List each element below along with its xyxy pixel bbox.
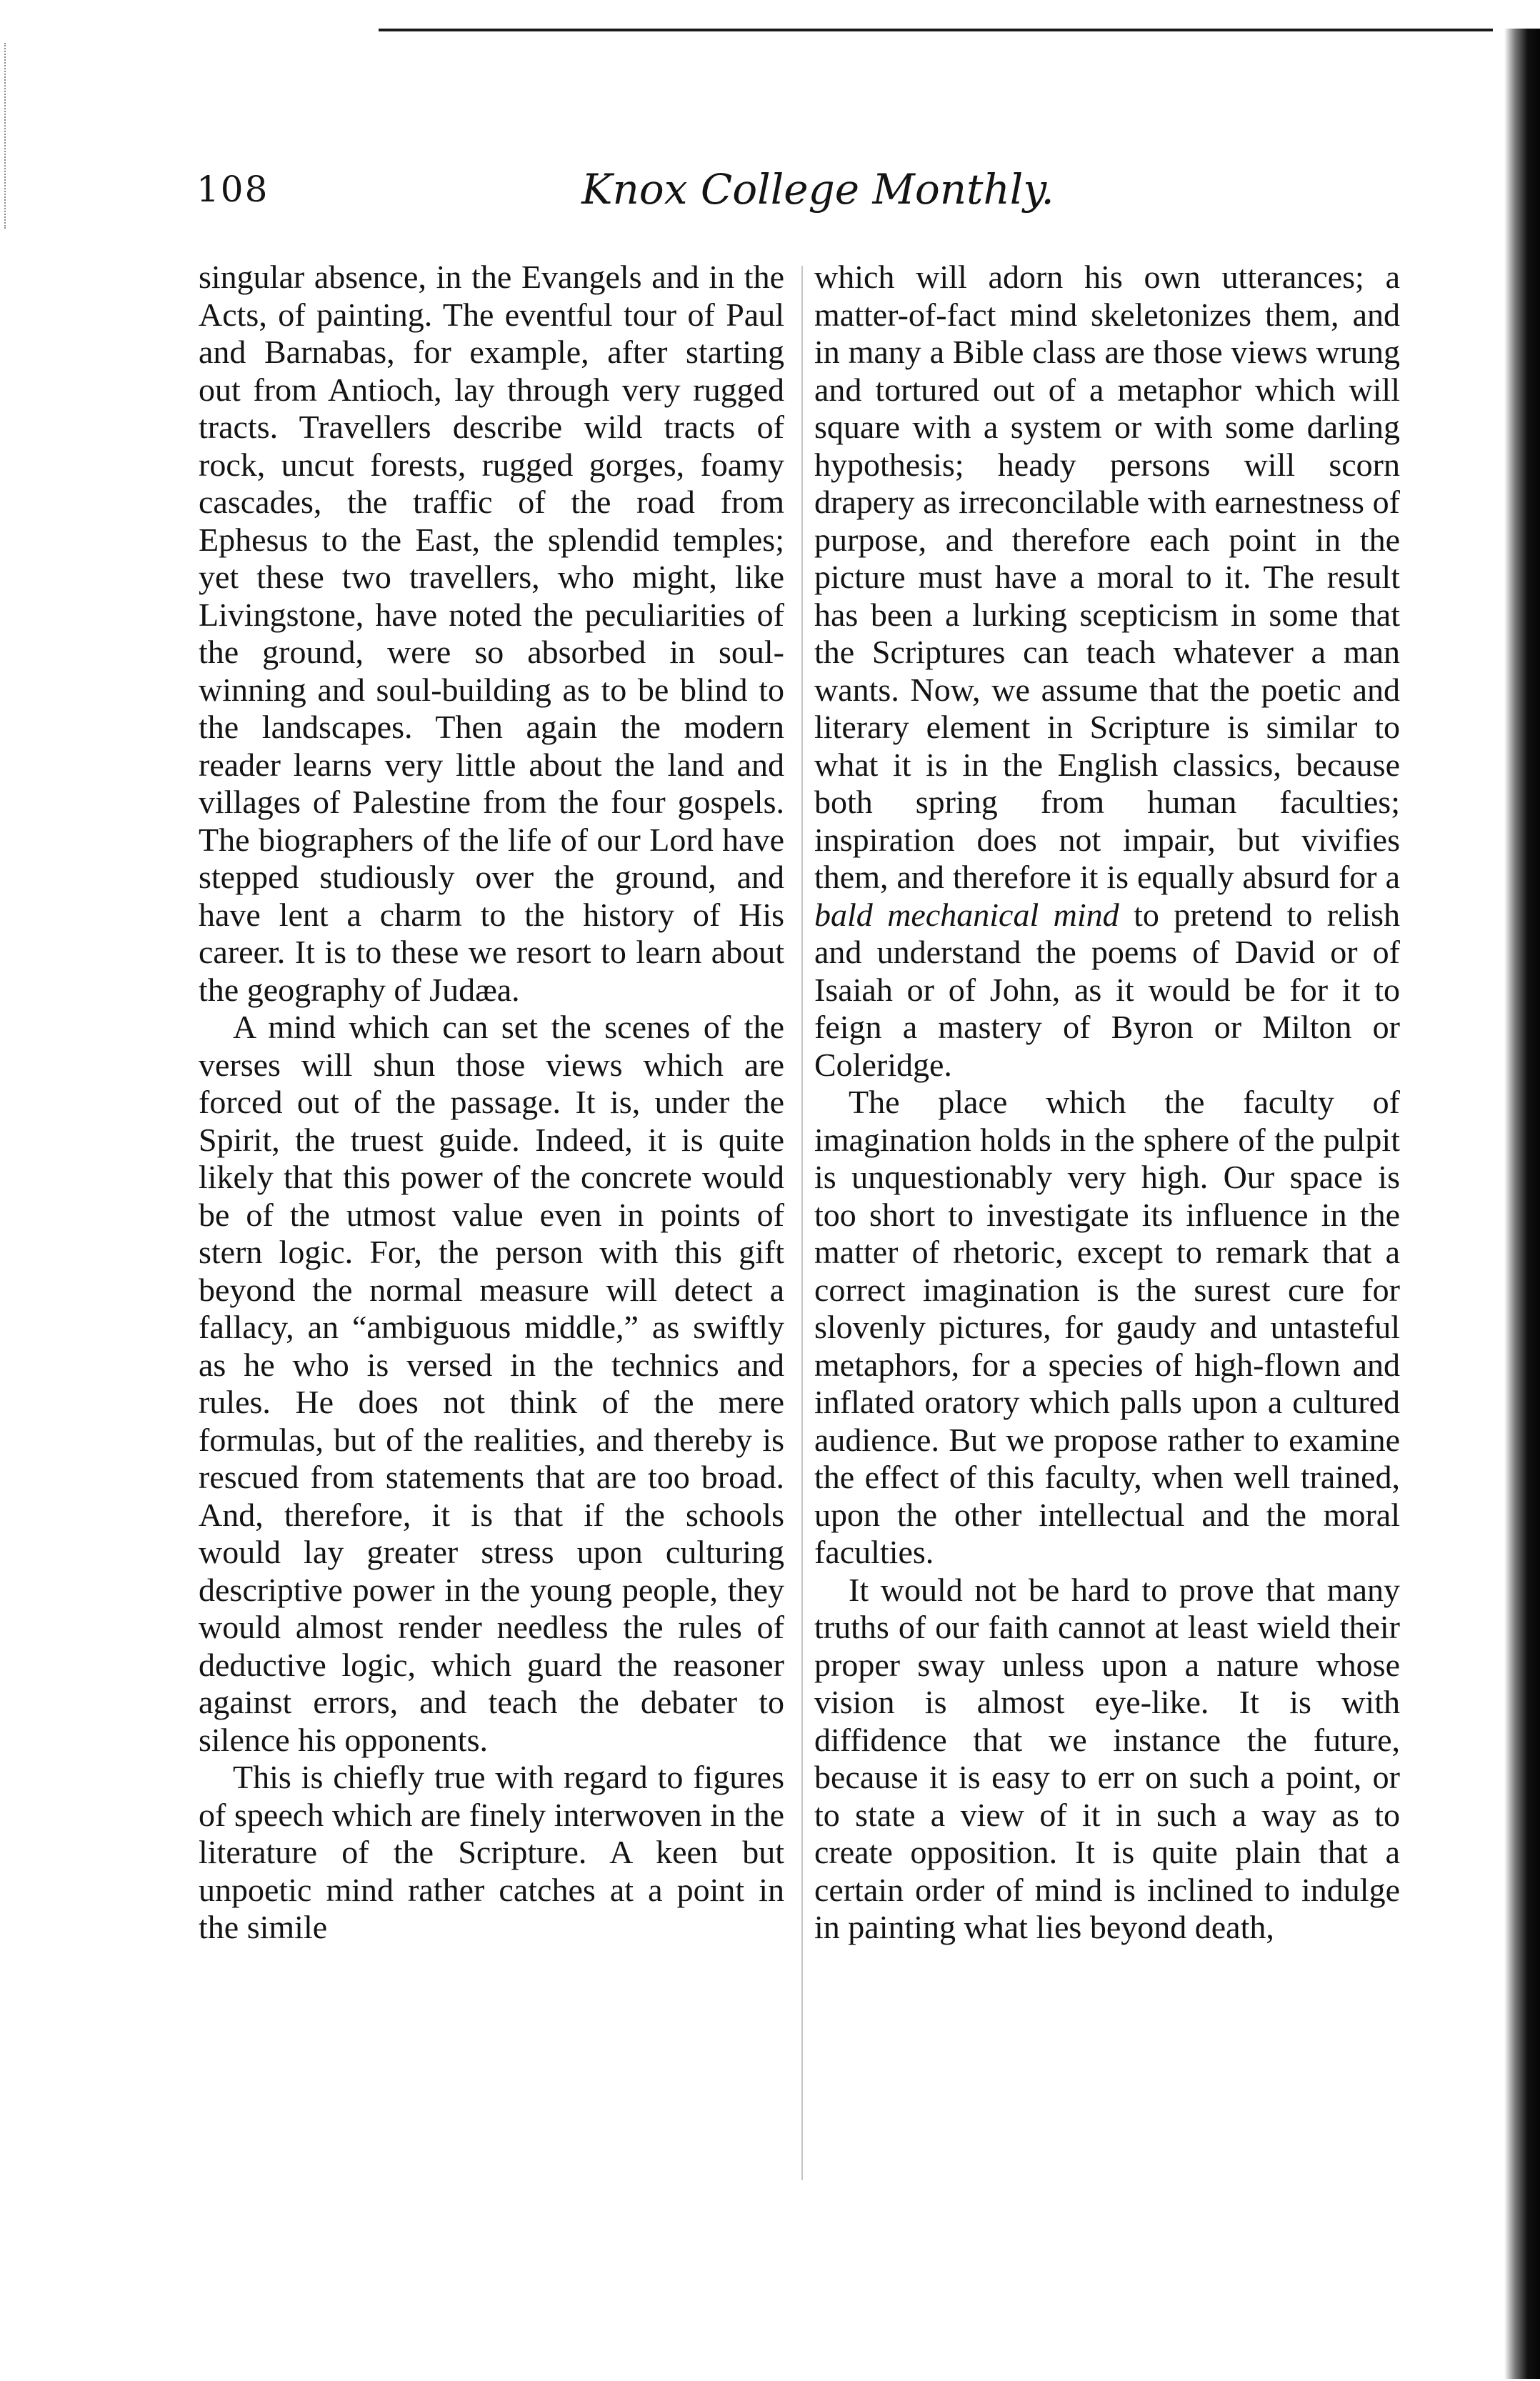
running-head bbox=[196, 157, 1439, 221]
right-paragraph-3: It would not be hard to prove that many truths of our faith cannot at least wield their proper sway unless upon a nature whose vision is almost eye-like. It is with diffidence that we instance the future, because it is easy to err on such a point, or to state a view of it in such a way as to create opposition. It is quite plain that a certain order of mind is inclined to indulge in painting what lies beyond death, bbox=[814, 1571, 1400, 1945]
right-paragraph-1 bbox=[814, 259, 1400, 1084]
top-page-edge-rule bbox=[379, 29, 1493, 31]
left-paragraph-1: singular absence, in the Evangels and in the Acts, of painting. The eventful tour of Paul and Barnabas, for example, after starting out from Antioch, lay through very rugged tracts. Travellers describe wild tracts of rock, uncut forests, rugged gorges, foamy cascades, the traffic of the road from Ephesus to the East, the splendid temples; yet these two travellers, who might, like Livingstone, have noted the peculiarities of the ground, were so absorbed in soul-winning and soul-building as to be blind to the landscapes. Then again the modern reader learns very little about the land and villages of Palestine from the four gospels. The biographers of the life of our Lord have stepped studiously over the ground, and have lent a charm to the history of His career. It is to these we resort to learn about the geography of Judæa. bbox=[199, 259, 784, 1008]
italic-phrase: bald mechanical mind bbox=[814, 896, 1119, 933]
left-paragraph-3: This is chiefly true with regard to figures of speech which are finely interwoven in the literature of the Scripture. A keen but unpoetic mind rather catches at a point in the simile bbox=[199, 1759, 784, 1945]
left-text-column bbox=[199, 259, 784, 1947]
column-gutter-rule bbox=[801, 266, 803, 2180]
right-paragraph-1-start: which will adorn his own utterances; a matter-of-fact mind skeletonizes them, and in many a Bible class are those views wrung and tortured out of a metaphor which will square with a system or with some darling hypothesis; heady persons will scorn drapery as irreconcilable with earnestness of purpose, and therefore each point in the picture must have a moral to it. The result has been a lurking scepticism in some that the Scriptures can teach whatever a man wants. Now, we assume that the poetic and literary element in Scripture is similar to what it is in the English classics, because both spring from human faculties; inspiration does not impair, but vivifies them, and therefore it is equally absurd for a bbox=[814, 259, 1400, 895]
left-scan-edge-marks bbox=[4, 43, 13, 229]
journal-title: Knox College Monthly. bbox=[581, 165, 1054, 214]
page-number: 108 bbox=[196, 169, 269, 210]
right-paragraph-1-end: to pretend to relish and understand the poems of David or of Isaiah or of John, as it would be for it to feign a mastery of Byron or Milton or Coleridge. bbox=[814, 896, 1400, 1083]
left-paragraph-2: A mind which can set the scenes of the verses will shun those views which are forced out of the passage. It is, under the Spirit, the truest guide. Indeed, it is quite likely that this power of the concrete would be of the utmost value even in points of stern logic. For, the person with this gift beyond the normal measure will detect a fallacy, an “ambiguous middle,” as swiftly as he who is versed in the technics and rules. He does not think of the mere formulas, but of the realities, and thereby is rescued from statements that are too broad. And, therefore, it is that if the schools would lay greater stress upon culturing descriptive power in the young people, they would almost render needless the rules of deductive logic, which guard the reasoner against errors, and teach the debater to silence his opponents. bbox=[199, 1009, 784, 1758]
right-text-column bbox=[814, 259, 1400, 1947]
right-scan-shadow-edge bbox=[1504, 29, 1540, 2379]
right-paragraph-2: The place which the faculty of imagination holds in the sphere of the pulpit is unquestionably very high. Our space is too short to investigate its influence in the matter of rhetoric, except to remark that a correct imagination is the surest cure for slovenly pictures, for gaudy and untasteful metaphors, for a species of high-flown and inflated oratory which palls upon a cultured audience. But we propose rather to examine the effect of this faculty, when well trained, upon the other intellectual and the moral faculties. bbox=[814, 1084, 1400, 1570]
